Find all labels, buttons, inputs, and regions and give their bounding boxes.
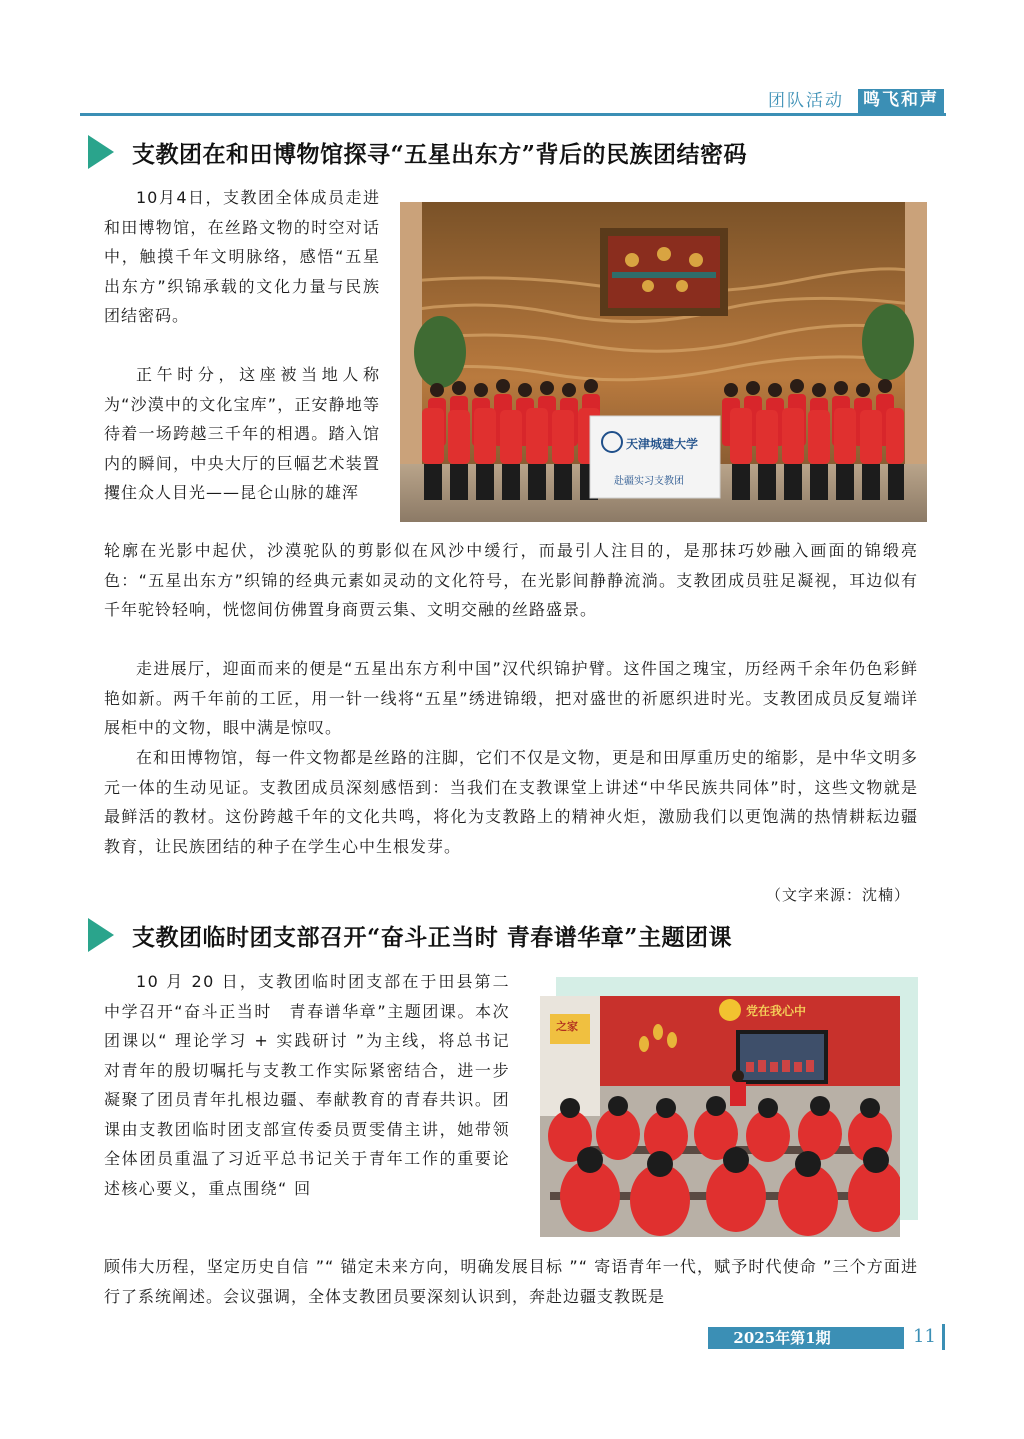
footer-issue: 2025年第1期 <box>733 1329 831 1347</box>
header-section-label: 团队活动 <box>768 91 844 111</box>
classroom-photo <box>540 996 900 1237</box>
photo-banner-title: 天津城建大学 <box>626 437 699 451</box>
article2-title: 支教团临时团支部召开“奋斗正当时 青春谱华章”主题团课 <box>132 923 732 951</box>
photo-wall-banner-text: 党在我心中 <box>746 1004 807 1018</box>
article2-paragraph-1-continued: 顾伟大历程，坚定历史自信 ”“ 锚定未来方向，明确发展目标 ”“ 寄语青年一代，赋予时代使命 ”三个方面进行了系统阐述。会议强调，全体支教团员要深刻认识到，奔赴边疆支教既是 <box>104 1257 918 1306</box>
article1-source: （文字来源：沈楠） <box>765 886 910 904</box>
footer-rule <box>942 1324 945 1350</box>
article1-paragraph-2: 正午时分，这座被当地人称为“沙漠中的文化宝库”，正安静地等待着一场跨越三千年的相遇。踏入馆内的瞬间，中央大厅的巨幅艺术装置攫住众人目光——昆仑山脉的雄浑 <box>104 365 380 502</box>
triangle-bullet-icon <box>88 135 114 169</box>
header-rule <box>80 113 946 116</box>
photo-banner-subtitle: 赴疆实习支教团 <box>614 476 684 487</box>
article1-title: 支教团在和田博物馆探寻“五星出东方”背后的民族团结密码 <box>132 140 747 168</box>
article1-paragraph-4: 在和田博物馆，每一件文物都是丝路的注脚，它们不仅是文物，更是和田厚重历史的缩影，是中华文明多元一体的生动见证。支教团成员深刻感悟到：当我们在支教课堂上讲述“中华民族共同体”时，这些文物就是最鲜活的教材。这份跨越千年的文化共鸣，将化为支教路上的精神火炬，激励我们以更饱满的热情耕耘边疆教育，让民族团结的种子在学生心中生根发芽。 <box>104 748 919 856</box>
article1-title-row <box>88 132 747 172</box>
photo-wall-side-text: 之家 <box>556 1020 578 1033</box>
page-number: 11 <box>913 1326 936 1347</box>
article1-paragraph-2-continued: 轮廓在光影中起伏，沙漠驼队的剪影似在风沙中缓行，而最引人注目的，是那抹巧妙融入画面的锦缎亮色：“五星出东方”织锦的经典元素如灵动的文化符号，在光影间静静流淌。支教团成员驻足凝视，耳边似有千年驼铃轻响，恍惚间仿佛置身商贾云集、文明交融的丝路盛景。 <box>104 541 918 619</box>
article2-paragraph-1: 10 月 20 日，支教团临时团支部在于田县第二中学召开“奋斗正当时 青春谱华章”主题团课。本次团课以“ 理论学习 + 实践研讨 ”为主线，将总书记对青年的殷切嘱托与支教工作实际紧密结合，进一步凝聚了团员青年扎根边疆、奉献教育的青春共识。团课由支教团临时团支部宣传委员贾雯倩主讲，她带领全体团员重温了习近平总书记关于青年工作的重要论述核心要义，重点围绕“ 回 <box>104 972 510 1198</box>
museum-group-photo <box>400 202 927 522</box>
triangle-bullet-icon <box>88 918 114 952</box>
article2-title-row <box>88 915 732 955</box>
article1-paragraph-3: 走进展厅，迎面而来的便是“五星出东方利中国”汉代织锦护臂。这件国之瑰宝，历经两千余年仍色彩鲜艳如新。两千年前的工匠，用一针一线将“五星”绣进锦缎，把对盛世的祈愿织进时光。支教团成员反复端详展柜中的文物，眼中满是惊叹。 <box>104 659 918 737</box>
header-brand-label: 鸣飞和声 <box>858 89 944 113</box>
article1-paragraph-1: 10月4日，支教团全体成员走进和田博物馆，在丝路文物的时空对话中，触摸千年文明脉络，感悟“五星出东方”织锦承载的文化力量与民族团结密码。 <box>104 188 380 325</box>
